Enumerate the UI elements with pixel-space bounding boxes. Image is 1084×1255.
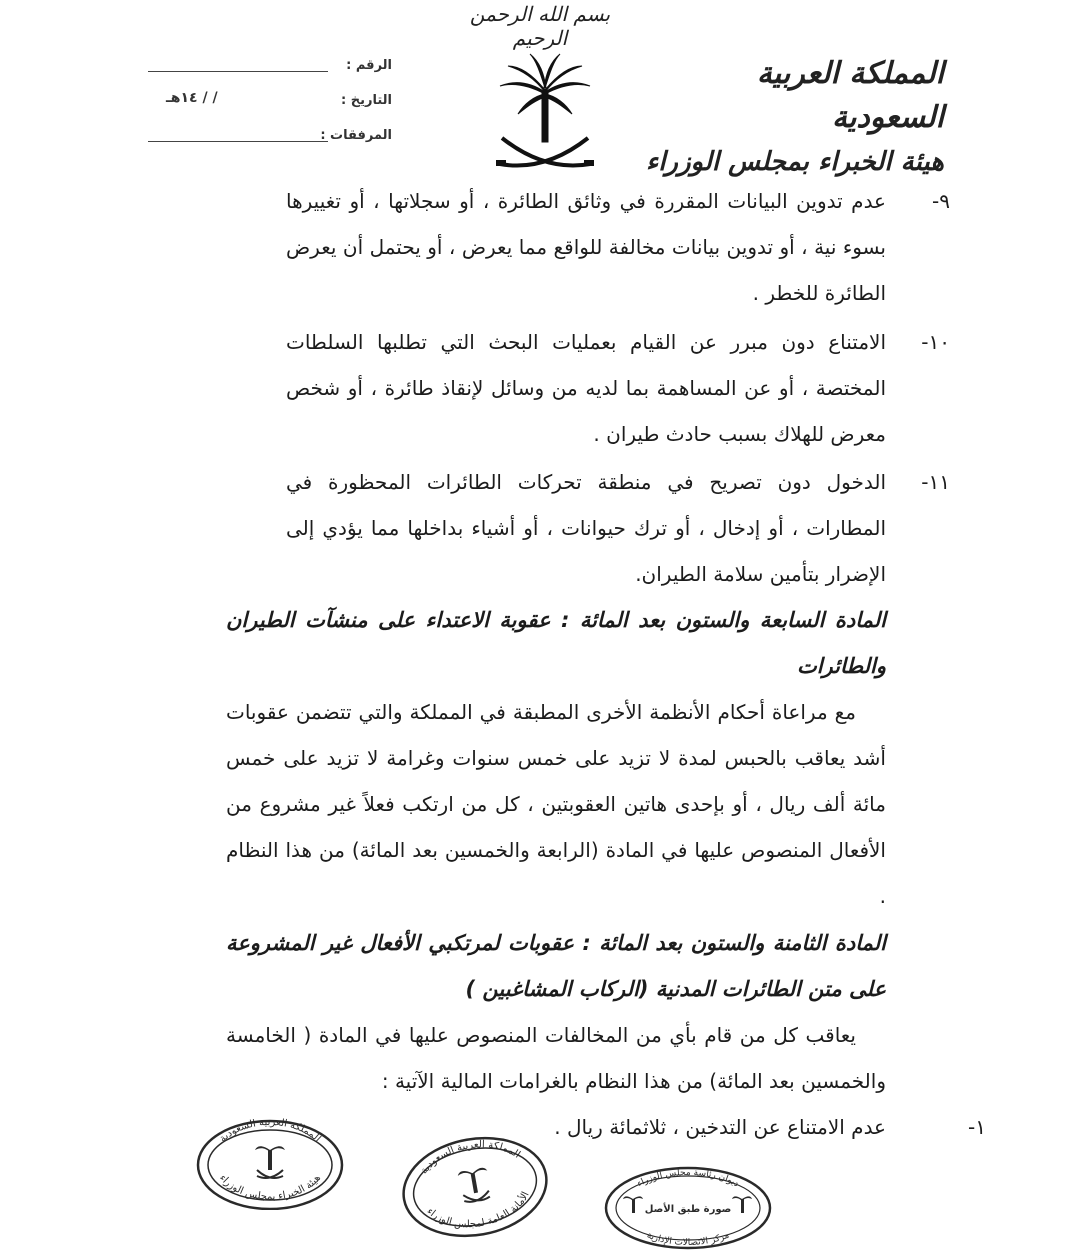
stamp1-top-text: المملكة العربية السعودية xyxy=(217,1116,323,1145)
attachments-line xyxy=(148,141,328,142)
basmala: بسم الله الرحمن الرحيم xyxy=(469,2,611,50)
attachments-row xyxy=(148,128,398,163)
authority-name: هيئة الخبراء بمجلس الوزراء xyxy=(645,147,944,177)
clause-text: الدخول دون تصريح في منطقة تحركات الطائرات المحظورة في المطارات ، أو إدخال ، أو ترك حيوانات ، أو أشياء بداخلها مما يؤدي إلى الإضرار بتأمين سلامة الطيران. xyxy=(286,470,886,586)
article-167-heading: المادة السابعة والستون بعد المائة : عقوبة الاعتداء على منشآت الطيران والطائرات xyxy=(226,608,886,678)
stamp1-bottom-text: هيئة الخبراء بمجلس الوزراء xyxy=(216,1172,324,1203)
clause-number: ١١- xyxy=(921,470,950,494)
stamp3-middle-text: صورة طبق الأصل xyxy=(644,1204,732,1215)
palm-swords-emblem-icon xyxy=(490,52,600,182)
date-value: / / ١٤هـ xyxy=(166,90,218,106)
document-body xyxy=(226,178,986,1139)
svg-text:المملكة العربية السعودية xyxy=(217,1117,322,1145)
stamp-true-copy xyxy=(603,1165,773,1250)
stamp-general-secretariat xyxy=(400,1135,550,1240)
stamp3-emblem-left-icon xyxy=(623,1196,643,1213)
clause-9 xyxy=(286,178,950,316)
reference-row xyxy=(148,58,398,93)
stamp3-bottom-text: مركز الاتصالات الإدارية xyxy=(645,1230,731,1249)
clause-number: ٩- xyxy=(932,189,950,213)
stamp3-top-text: ديوان رئاسة مجلس الوزراء xyxy=(635,1167,741,1190)
stamp2-bottom-text: الأمانة العامة لمجلس الوزراء xyxy=(424,1190,532,1231)
stamp2-top-text: المملكة العربية السعودية xyxy=(418,1139,523,1177)
article-168-body: يعاقب كل من قام بأي من المخالفات المنصوص عليها في المادة ( الخامسة والخمسين بعد المائة) من هذا النظام بالغرامات المالية الآتية : xyxy=(226,1023,886,1093)
penalty-number: ١- xyxy=(968,1115,986,1139)
article-167-body: مع مراعاة أحكام الأنظمة الأخرى المطبقة في المملكة والتي تتضمن عقوبات أشد يعاقب بالحبس لمدة لا تزيد على خمس سنوات وغرامة لا تزيد على خمس مائة ألف ريال ، أو بإحدى هاتين العقوبتين ، كل من ارتكب فعلاً غير مشروع من الأفعال المنصوص عليها في المادة (الرابعة والخمسين بعد المائة) من هذا النظام . xyxy=(226,700,886,908)
clause-text: عدم تدوين البيانات المقررة في وثائق الطائرة ، أو سجلاتها ، أو تغييرها بسوء نية ، أو تدوين بيانات مخالفة للواقع مما يعرض ، أو يحتمل أن يعرض الطائرة للخطر . xyxy=(286,189,886,305)
stamp-experts-commission xyxy=(195,1110,345,1210)
penalty-text: عدم الامتناع عن التدخين ، ثلاثمائة ريال . xyxy=(554,1115,886,1139)
attachments-label: المرفقات : xyxy=(320,128,392,143)
date-row xyxy=(148,90,398,128)
svg-text:الأمانة العامة لمجلس الوزراء xyxy=(423,1189,536,1239)
letterhead-title xyxy=(644,52,944,184)
stamp3-emblem-right-icon xyxy=(732,1196,752,1213)
clause-10 xyxy=(286,319,950,457)
article-168-heading: المادة الثامنة والستون بعد المائة : عقوبات لمرتكبي الأفعال غير المشروعة على متن الطائرات المدنية (الركاب المشاغبين ) xyxy=(226,931,886,1001)
clause-number: ١٠- xyxy=(921,330,950,354)
document-meta xyxy=(148,58,398,163)
clause-text: الامتناع دون مبرر عن القيام بعمليات البحث التي تطلبها السلطات المختصة ، أو عن المساهمة بما لديه من وسائل لإنقاذ طائرة ، أو شخص معرض للهلاك بسبب حادث طيران . xyxy=(286,330,886,446)
reference-line xyxy=(148,71,328,72)
date-label: التاريخ : xyxy=(341,93,392,108)
clause-11 xyxy=(286,459,950,597)
reference-label: الرقم : xyxy=(346,58,392,73)
kingdom-name: المملكة العربية السعودية xyxy=(756,56,944,135)
stamp2-emblem-icon xyxy=(457,1167,492,1204)
stamp1-emblem-icon xyxy=(255,1146,285,1178)
